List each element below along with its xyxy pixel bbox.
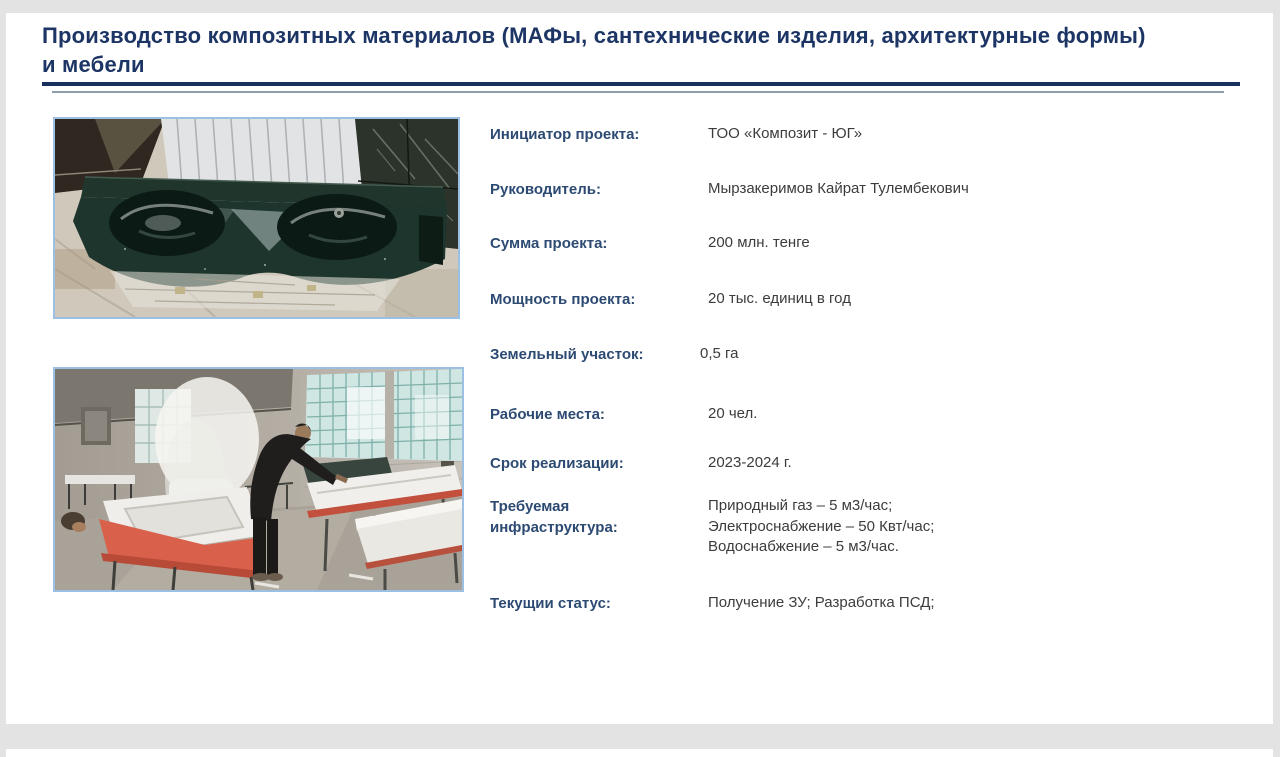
slide-page	[6, 13, 1273, 724]
photo-double-sink	[53, 117, 460, 319]
detail-value: Получение ЗУ; Разработка ПСД;	[708, 594, 935, 611]
detail-value: 20 тыс. единиц в год	[708, 290, 851, 307]
photo-double-sink-image	[55, 119, 458, 317]
detail-label: Текущии статус:	[490, 595, 611, 612]
next-page-edge	[6, 749, 1273, 757]
detail-label: Мощность проекта:	[490, 291, 636, 308]
detail-value: 200 млн. тенге	[708, 234, 810, 251]
title-underline-primary	[42, 82, 1240, 86]
detail-label: Инициатор проекта:	[490, 126, 640, 143]
detail-label: Сумма проекта:	[490, 235, 608, 252]
page-title-line1: Производство композитных материалов (МАФы, сантехнические изделия, архитектурные формы)	[42, 23, 1146, 48]
detail-value: 20 чел.	[708, 405, 758, 422]
detail-value-line: Электроснабжение – 50 Квт/час;	[708, 517, 935, 535]
detail-value: ТОО «Композит - ЮГ»	[708, 125, 863, 142]
page-title	[42, 21, 1268, 79]
detail-label: Земельный участок:	[490, 346, 644, 363]
photo-workshop-image	[55, 369, 462, 590]
detail-value-line: Природный газ – 5 м3/час;	[708, 497, 893, 514]
detail-value: 2023-2024 г.	[708, 454, 792, 471]
detail-label: Требуемая инфраструктура:	[490, 498, 618, 536]
detail-label: Срок реализации:	[490, 455, 624, 472]
detail-label: Руководитель:	[490, 181, 601, 198]
photo-workshop	[53, 367, 464, 592]
detail-value: Мырзакеримов Кайрат Тулембекович	[708, 180, 969, 197]
detail-value-line: Водоснабжение – 5 м3/час.	[708, 538, 899, 555]
detail-value	[708, 496, 1248, 558]
page-title-line2: и мебели	[42, 52, 145, 77]
detail-label: Рабочие места:	[490, 406, 605, 423]
detail-value: 0,5 га	[700, 345, 739, 362]
title-underline-secondary	[52, 91, 1224, 93]
